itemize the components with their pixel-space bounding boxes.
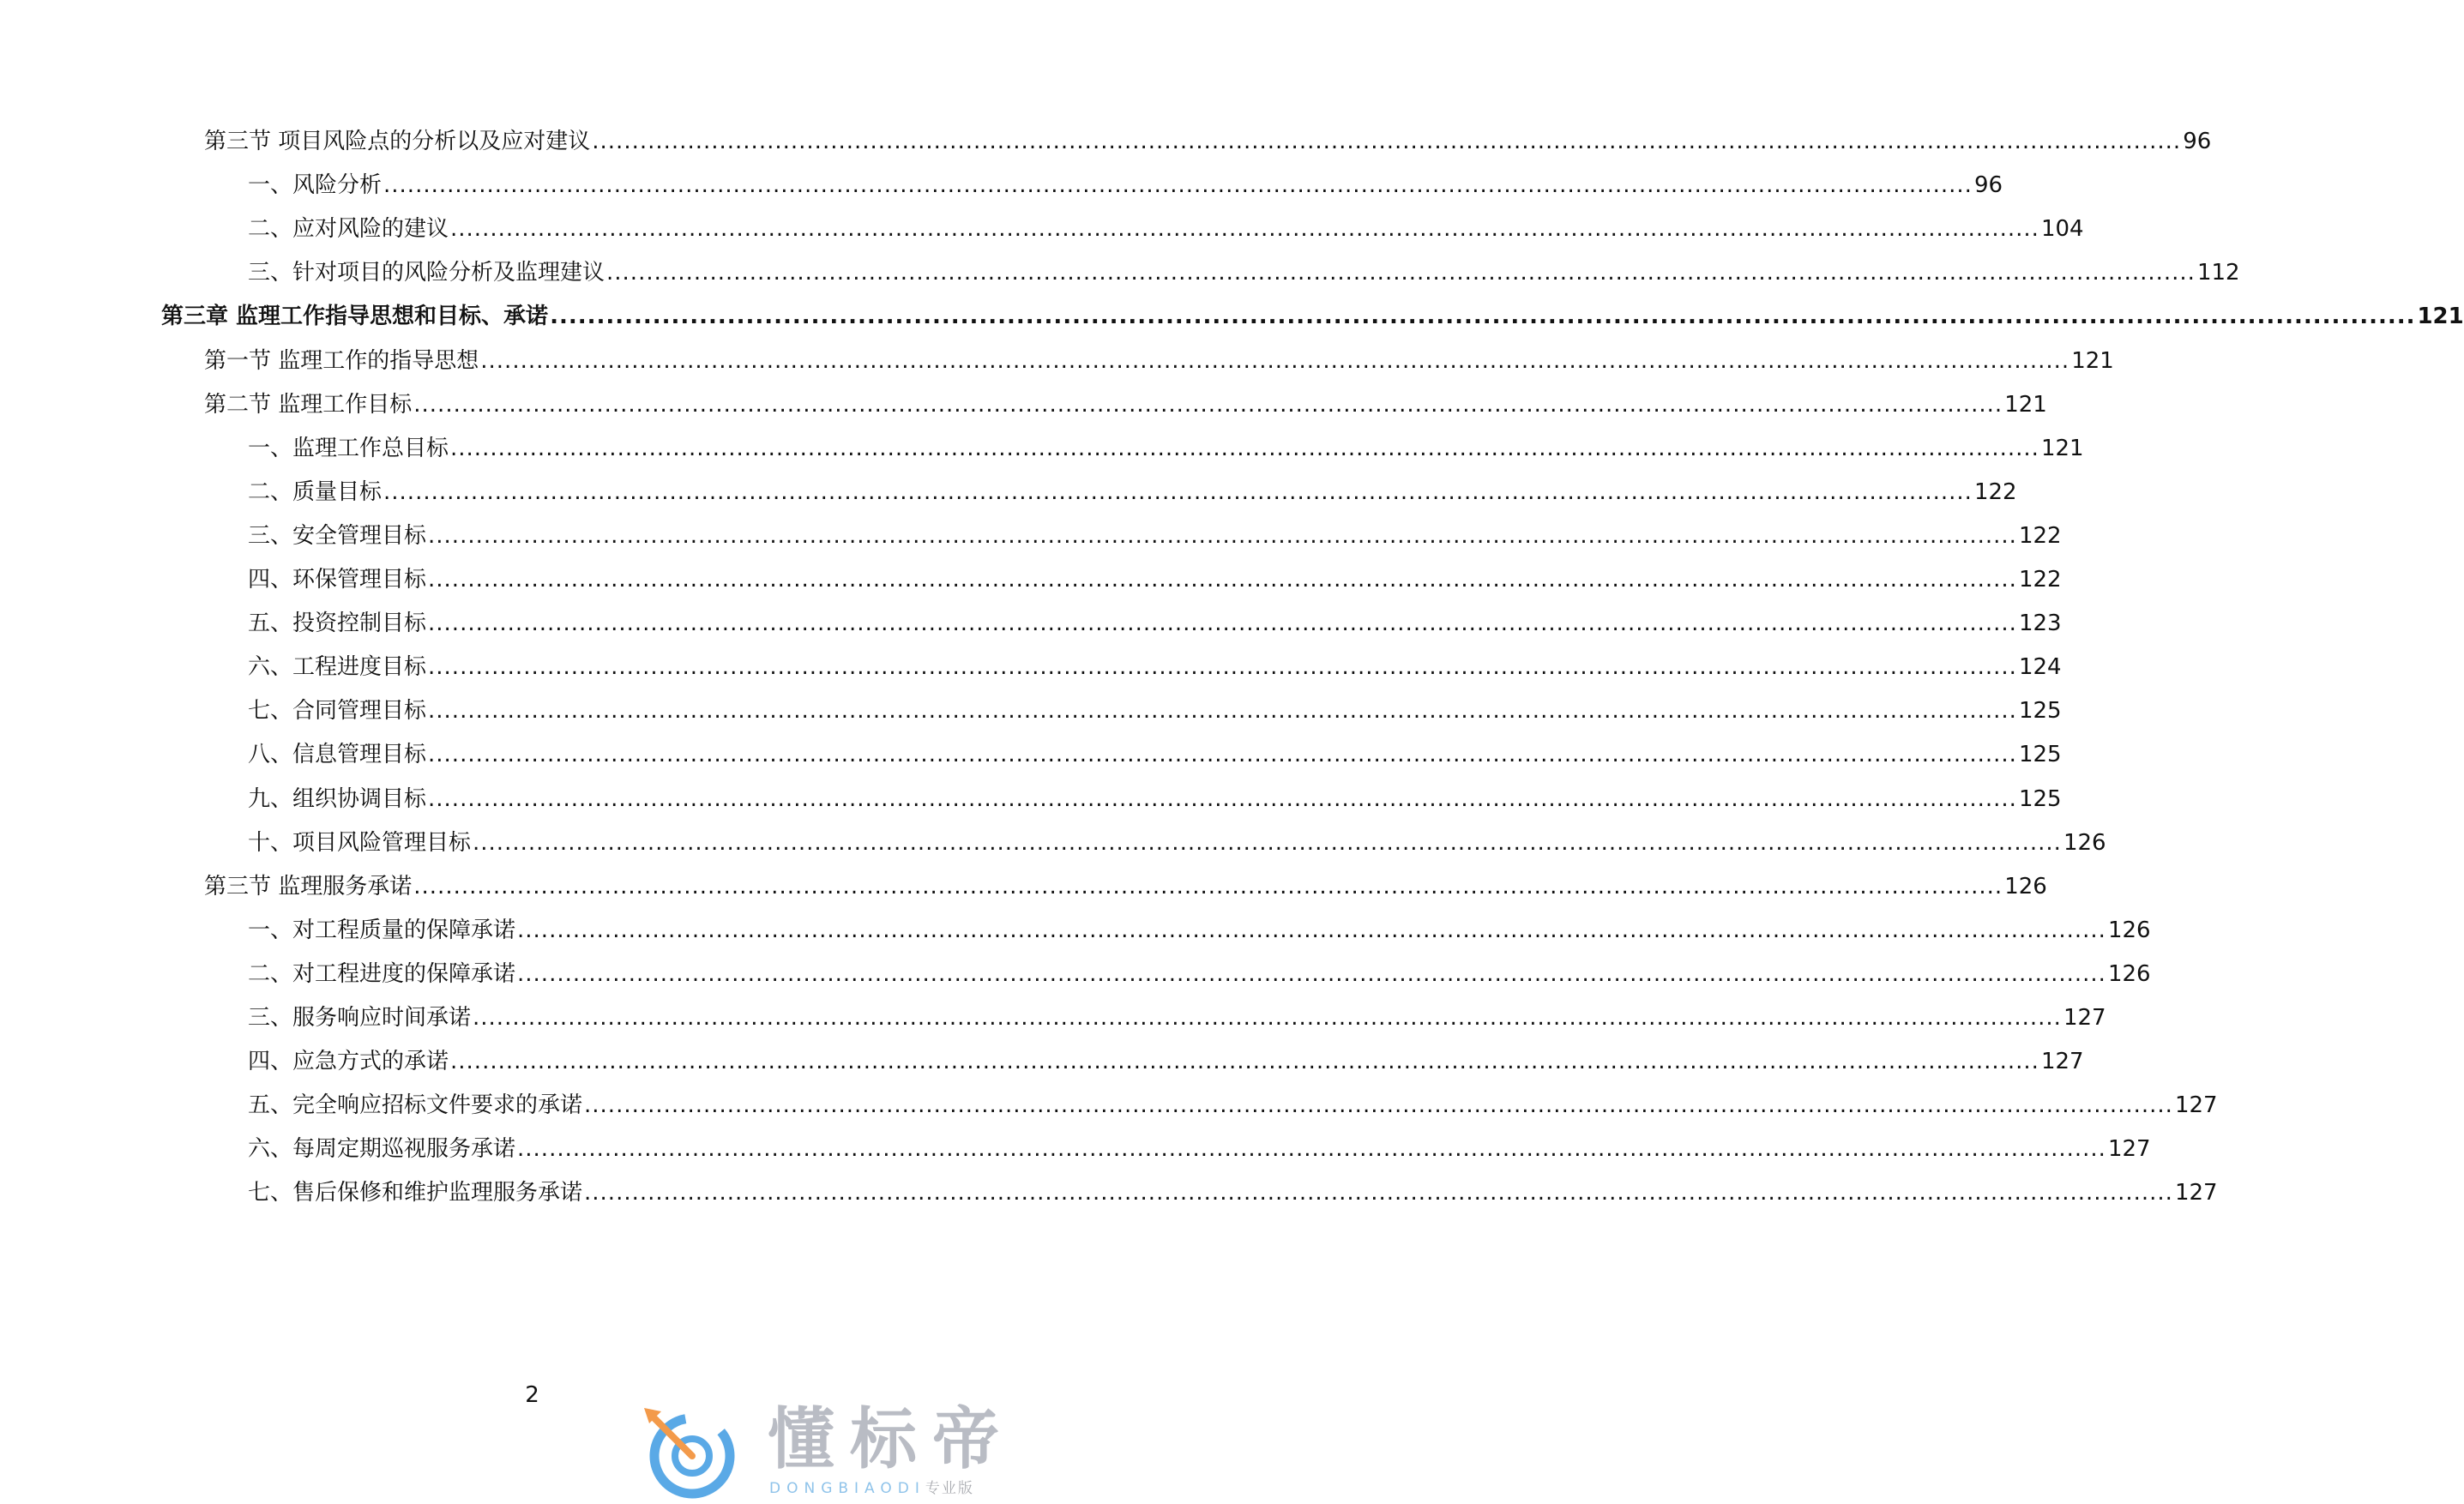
toc-entry[interactable] (248, 478, 2017, 507)
toc-entry-page: 96 (2183, 129, 2212, 154)
toc-entry-title: 八、信息管理目标 (248, 742, 427, 767)
toc-dot-leader: ........................................................................................................................................................................................................ (550, 304, 2416, 329)
toc-entry[interactable] (161, 302, 2464, 331)
toc-entry[interactable] (248, 1047, 2084, 1076)
toc-entry[interactable] (248, 521, 2062, 550)
toc-entry-title: 二、应对风险的建议 (248, 216, 449, 242)
toc-dot-leader: ........................................................................................................................................................................................................ (450, 436, 2039, 461)
watermark-brand: 懂标帝 (768, 1401, 1015, 1478)
toc-entry-page: 122 (1973, 479, 2017, 505)
toc-entry-page: 112 (2196, 260, 2240, 286)
toc-entry-title: 四、应急方式的承诺 (248, 1049, 449, 1074)
toc-entry-page: 123 (2018, 611, 2062, 636)
toc-entry-title: 一、对工程质量的保障承诺 (248, 917, 516, 943)
toc-entry[interactable] (248, 1003, 2106, 1032)
toc-entry-page: 96 (1973, 172, 2003, 198)
toc-entry-page: 125 (2018, 786, 2062, 812)
toc-entry-page: 122 (2018, 567, 2062, 593)
toc-entry[interactable] (248, 1091, 2218, 1120)
toc-entry-page: 126 (2107, 961, 2151, 987)
toc-dot-leader: ........................................................................................................................................................................................................ (413, 392, 2003, 418)
toc-entry[interactable] (248, 214, 2084, 244)
toc-entry[interactable] (248, 740, 2062, 769)
toc-entry-title: 二、质量目标 (248, 479, 383, 505)
toc-dot-leader: ........................................................................................................................................................................................................ (517, 917, 2106, 943)
toc-entry[interactable] (248, 828, 2106, 857)
toc-dot-leader: ........................................................................................................................................................................................................ (428, 698, 2017, 724)
toc-entry-page: 126 (2004, 874, 2047, 899)
watermark-pinyin: DONGBIAODI (769, 1480, 925, 1497)
toc-dot-leader: ........................................................................................................................................................................................................ (473, 830, 2062, 856)
toc-entry[interactable] (204, 346, 2114, 376)
toc-entry-title: 三、服务响应时间承诺 (248, 1005, 472, 1031)
toc-dot-leader: ........................................................................................................................................................................................................ (606, 260, 2196, 286)
toc-entry-title: 第一节 监理工作的指导思想 (204, 348, 479, 374)
toc-entry[interactable] (248, 785, 2062, 814)
toc-entry[interactable] (248, 258, 2240, 287)
toc-entry-title: 一、监理工作总目标 (248, 436, 449, 461)
toc-entry-title: 五、完全响应招标文件要求的承诺 (248, 1092, 583, 1118)
toc-dot-leader: ........................................................................................................................................................................................................ (383, 479, 1973, 505)
toc-entry-page: 127 (2063, 1005, 2106, 1031)
toc-entry[interactable] (248, 171, 2003, 200)
toc-entry-page: 121 (2417, 304, 2464, 329)
toc-entry-title: 五、投资控制目标 (248, 611, 427, 636)
toc-entry-title: 第三章 监理工作指导思想和目标、承诺 (161, 304, 549, 329)
toc-entry-page: 125 (2018, 698, 2062, 724)
watermark (639, 1399, 1051, 1501)
toc-entry-page: 121 (2071, 348, 2114, 374)
toc-dot-leader: ........................................................................................................................................................................................................ (383, 172, 1973, 198)
toc-entry-page: 126 (2063, 830, 2106, 856)
toc-dot-leader: ........................................................................................................................................................................................................ (584, 1180, 2173, 1206)
toc-entry-title: 六、工程进度目标 (248, 654, 427, 680)
toc-entry[interactable] (248, 434, 2084, 463)
toc-entry[interactable] (248, 1178, 2218, 1207)
toc-entry-title: 十、项目风险管理目标 (248, 830, 472, 856)
toc-entry-page: 104 (2040, 216, 2084, 242)
watermark-subtitle (769, 1480, 974, 1497)
toc-dot-leader: ........................................................................................................................................................................................................ (584, 1092, 2173, 1118)
watermark-badge: 专业版 (925, 1480, 974, 1497)
toc-dot-leader: ........................................................................................................................................................................................................ (517, 961, 2106, 987)
toc-dot-leader: ........................................................................................................................................................................................................ (517, 1136, 2106, 1162)
toc-entry[interactable] (248, 696, 2062, 725)
toc-entry-page: 121 (2004, 392, 2047, 418)
toc-entry-title: 七、合同管理目标 (248, 698, 427, 724)
toc-entry[interactable] (248, 565, 2062, 594)
toc-entry-title: 第二节 监理工作目标 (204, 392, 413, 418)
toc-entry[interactable] (204, 390, 2047, 419)
toc-dot-leader: ........................................................................................................................................................................................................ (428, 523, 2017, 549)
toc-entry-title: 一、风险分析 (248, 172, 383, 198)
toc-entry[interactable] (248, 609, 2062, 638)
toc-dot-leader: ........................................................................................................................................................................................................ (450, 216, 2039, 242)
toc-entry-page: 127 (2107, 1136, 2151, 1162)
toc-dot-leader: ........................................................................................................................................................................................................ (473, 1005, 2062, 1031)
toc-entry-title: 三、安全管理目标 (248, 523, 427, 549)
toc-entry[interactable] (248, 916, 2151, 945)
toc-entry[interactable] (204, 127, 2212, 156)
toc-entry-title: 九、组织协调目标 (248, 786, 427, 812)
page-number: 2 (525, 1382, 539, 1408)
toc-dot-leader: ........................................................................................................................................................................................................ (592, 129, 2182, 154)
toc-dot-leader: ........................................................................................................................................................................................................ (428, 654, 2017, 680)
toc-dot-leader: ........................................................................................................................................................................................................ (428, 611, 2017, 636)
toc-entry-title: 第三节 监理服务承诺 (204, 874, 413, 899)
toc-entry[interactable] (248, 1134, 2151, 1164)
toc-entry-title: 二、对工程进度的保障承诺 (248, 961, 516, 987)
toc-entry-title: 七、售后保修和维护监理服务承诺 (248, 1180, 583, 1206)
toc-entry[interactable] (204, 872, 2047, 901)
toc-entry[interactable] (248, 653, 2062, 682)
toc-dot-leader: ........................................................................................................................................................................................................ (428, 786, 2017, 812)
toc-entry-page: 125 (2018, 742, 2062, 767)
toc-entry-page: 127 (2174, 1092, 2218, 1118)
toc-entry-page: 124 (2018, 654, 2062, 680)
target-logo-icon (639, 1399, 742, 1501)
toc-entry[interactable] (248, 960, 2151, 989)
toc-entry-page: 127 (2040, 1049, 2084, 1074)
toc-entry-page: 122 (2018, 523, 2062, 549)
toc-entry-title: 三、针对项目的风险分析及监理建议 (248, 260, 605, 286)
toc-dot-leader: ........................................................................................................................................................................................................ (450, 1049, 2039, 1074)
toc-entry-title: 六、每周定期巡视服务承诺 (248, 1136, 516, 1162)
toc-entry-title: 四、环保管理目标 (248, 567, 427, 593)
toc-dot-leader: ........................................................................................................................................................................................................ (413, 874, 2003, 899)
toc-dot-leader: ........................................................................................................................................................................................................ (480, 348, 2070, 374)
toc-dot-leader: ........................................................................................................................................................................................................ (428, 567, 2017, 593)
toc-entry-page: 126 (2107, 917, 2151, 943)
toc-entry-title: 第三节 项目风险点的分析以及应对建议 (204, 129, 591, 154)
toc-dot-leader: ........................................................................................................................................................................................................ (428, 742, 2017, 767)
toc-entry-page: 127 (2174, 1180, 2218, 1206)
toc-entry-page: 121 (2040, 436, 2084, 461)
